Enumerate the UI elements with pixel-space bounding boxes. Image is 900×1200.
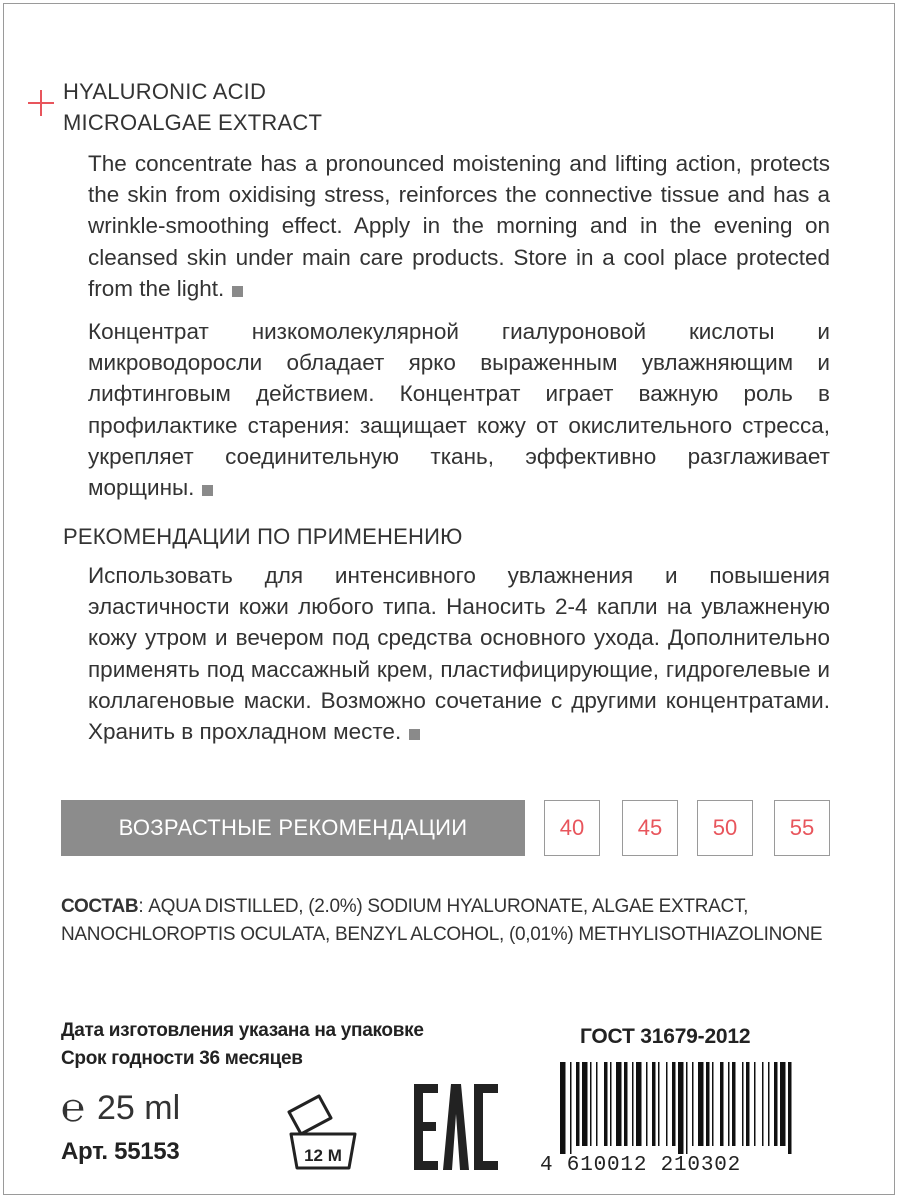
composition-label: СОСТАВ [61, 896, 139, 917]
end-square-icon [409, 729, 420, 740]
description-ru-text: Концентрат низкомолекулярной гиалуроновой кислоты и микроводоросли обладает ярко выраженным увлажняющим и лифтинговым действием. Концентрат играет важную роль в профилактике старения: защищает кожу от окислительного стресса, укрепляет соединительную ткань, эффективно разглаживает морщины. [88, 319, 830, 501]
composition-text: : AQUA DISTILLED, (2.0%) SODIUM HYALURONATE, ALGAE EXTRACT, NANOCHLOROPTIS OCULATA, BENZYL ALCOHOL, (0,01%) METHYLISOTHIAZOLINONE [61, 896, 823, 945]
end-square-icon [202, 485, 213, 496]
manufacture-date: Дата изготовления указана на упаковке [61, 1020, 424, 1041]
end-square-icon [232, 286, 243, 297]
eac-mark-icon [414, 1084, 498, 1170]
volume-value: 25 ml [97, 1088, 181, 1127]
usage-heading: РЕКОМЕНДАЦИИ ПО ПРИМЕНЕНИЮ [63, 524, 463, 549]
shelf-life: Срок годности 36 месяцев [61, 1048, 303, 1069]
age-box-45: 45 [622, 800, 678, 856]
product-title [63, 76, 322, 138]
title-line-1: HYALURONIC ACID [63, 79, 267, 104]
usage-text [88, 560, 830, 747]
age-recommendations-label: ВОЗРАСТНЫЕ РЕКОМЕНДАЦИИ [61, 800, 525, 856]
gost-standard: ГОСТ 31679-2012 [580, 1025, 751, 1048]
title-line-2: MICROALGAE EXTRACT [63, 110, 323, 135]
estimated-sign-icon: ℮ [61, 1086, 86, 1130]
volume [61, 1088, 180, 1128]
open-jar-icon [283, 1090, 363, 1174]
description-en [88, 148, 830, 304]
barcode-number: 4 610012 210302 [540, 1154, 742, 1177]
plus-icon [28, 90, 54, 116]
article-number: Арт. 55153 [61, 1138, 180, 1165]
description-en-text: The concentrate has a pronounced moistening and lifting action, protects the skin from oxidising stress, reinforces the connective tissue and has a wrinkle-smoothing effect. Apply in the morning and in the evening on cleansed skin under main care products. Store in a cool place protected from the light. [88, 151, 830, 301]
usage-text-body: Использовать для интенсивного увлажнения и повышения эластичности кожи любого типа. Наносить 2-4 капли на увлажненую кожу утром и вечером под средства основного ухода. Дополнительно применять под массажный крем, пластифицирующие, гидрогелевые и коллагеновые маски. Возможно сочетание с другими концентратами. Хранить в прохладном месте. [88, 563, 830, 745]
composition [61, 893, 829, 949]
description-ru [88, 316, 830, 503]
age-box-55: 55 [774, 800, 830, 856]
pao-text: 12 M [304, 1146, 342, 1165]
barcode-icon [540, 1062, 832, 1154]
age-box-40: 40 [544, 800, 600, 856]
age-box-50: 50 [697, 800, 753, 856]
